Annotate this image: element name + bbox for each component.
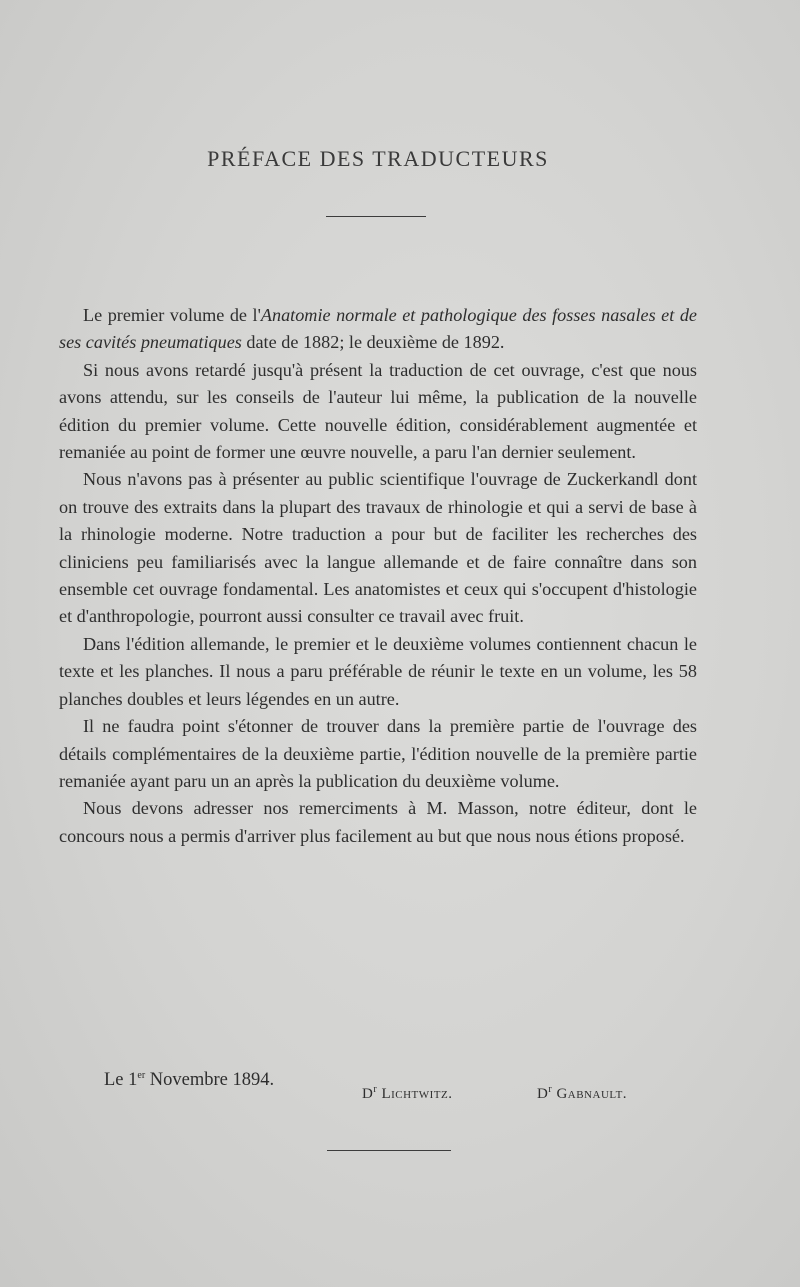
date-sup: er bbox=[137, 1069, 146, 1081]
signature-1-name: Lichtwitz. bbox=[377, 1086, 453, 1102]
preface-title: PRÉFACE DES TRADUCTEURS bbox=[207, 146, 549, 171]
paragraph-5: Il ne faudra point s'étonner de trouver dans la première partie de l'ouvrage des détails complémentaires de la deuxième partie, l'édition nouvelle de la première partie remaniée ayant paru un an après la publication du deuxième volume. bbox=[59, 716, 697, 791]
signature-2-sup: r bbox=[548, 1084, 553, 1095]
signature-2-name: Gabnault. bbox=[552, 1086, 628, 1102]
paragraph-1 bbox=[59, 302, 697, 357]
paragraph-2: Si nous avons retardé jusqu'à présent la traduction de cet ouvrage, c'est que nous avons attendu, sur les conseils de l'auteur lui même, la publication de la nouvelle édition du premier volume. Cette nouvelle édition, considérablement augmentée et remaniée au point de former une œuvre nouvelle, a paru l'an dernier seulement. bbox=[59, 359, 697, 463]
date-rest: Novembre 1894. bbox=[145, 1070, 275, 1090]
preface-body bbox=[59, 302, 697, 850]
paragraph-3: Nous n'avons pas à présenter au public scientifique l'ouvrage de Zuckerkandl dont on trouve des extraits dans la plupart des travaux de rhinologie et qui a servi de base à la rhinologie moderne. Notre traduction a pour but de faciliter les recherches des cliniciens peu familiarisés avec la langue allemande et de faire connaître dans son ensemble cet ouvrage fondamental. Les anatomistes et ceux qui s'occupent d'histologie et d'anthropologie, pourront aussi consulter ce travail avec fruit. bbox=[59, 469, 697, 627]
signature-2-prefix: D bbox=[537, 1086, 549, 1102]
signature-1-sup: r bbox=[373, 1084, 378, 1095]
title-rule bbox=[326, 216, 426, 217]
paragraph-6: Nous devons adresser nos remerciments à M. Masson, notre éditeur, dont le concours nous a permis d'arriver plus facilement au but que nous nous étions proposé. bbox=[59, 798, 697, 846]
signature-lichtwitz bbox=[362, 1086, 453, 1103]
paragraph-1-after: date de 1882; le deuxième de 1892. bbox=[241, 332, 505, 353]
date-prefix: Le 1 bbox=[104, 1070, 138, 1090]
signature-1-prefix: D bbox=[362, 1086, 374, 1102]
book-title: Anatomie normale et pathologique des fosses nasales et de ses cavités pneumatiques bbox=[59, 305, 697, 353]
paragraph-1-before: Le premier volume de l' bbox=[83, 305, 261, 325]
closing-rule bbox=[327, 1150, 451, 1151]
paragraph-4: Dans l'édition allemande, le premier et le deuxième volumes contiennent chacun le texte et les planches. Il nous a paru préférable de réunir le texte en un volume, les 58 planches doubles et leurs légendes en un autre. bbox=[59, 633, 697, 709]
date-line bbox=[104, 1070, 274, 1091]
signature-gabnault bbox=[537, 1086, 627, 1103]
